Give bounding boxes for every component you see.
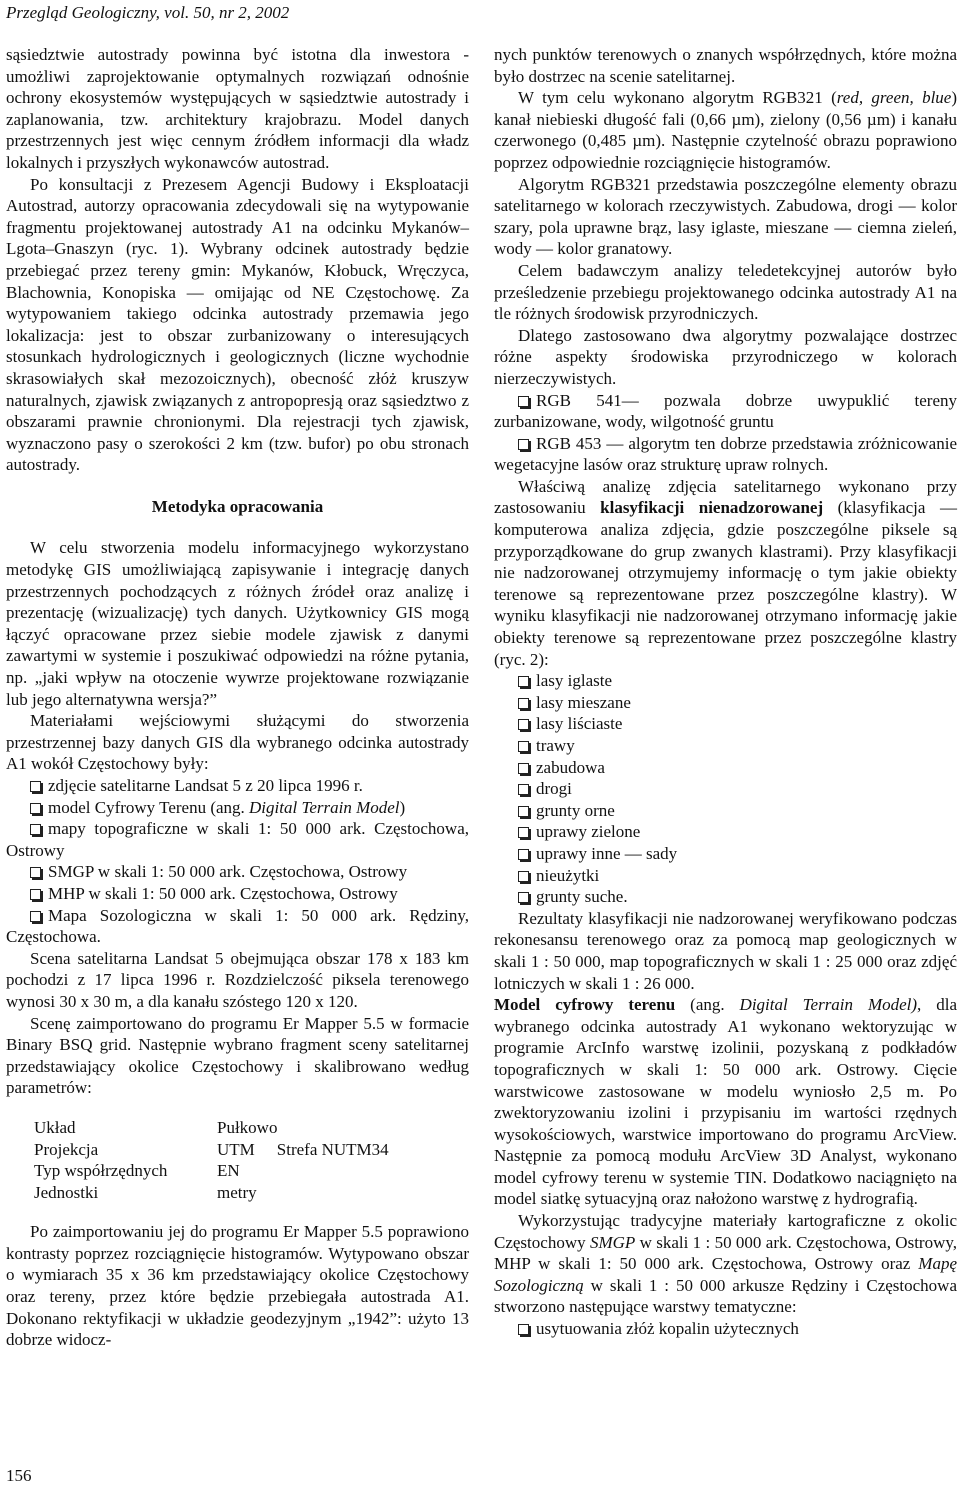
paragraph: Właściwą analizę zdjęcia satelitarnego wykonano przy zastosowaniu klasyfikacji nienadzorowanej (klasyfikacja — komputerowa analiza zdjęcia, gdzie poszczególne piksele są przyporządkowane do grup zwanych klastrami). Przy klasyfikacji nie nadzorowanej otrzymujemy informację o tym jakie obiekty terenowe są reprezentowane przez poszczególne klastry). W wyniku klasyfikacji nie nadzorowanej otrzymano informację jakie obiekty terenowe są reprezentowane przez poszczególne klastry (ryc. 2): — [494, 476, 957, 669]
paragraph: nych punktów terenowych o znanych współrzędnych, które można było dostrzec na scenie satelitarnej. — [494, 45, 957, 86]
paragraph: Wykorzystując tradycyjne materiały kartograficzne z okolic Częstochowy SMGP w skali 1 : 50 000 ark. Częstochowa, Ostrowy, MHP w skali 1: 50 000 ark. Częstochowa, Ostrowy oraz Mapę Sozologiczną w skali 1 : 50 000 arkusze Rędziny i Częstochowa stworzono następujące warstwy tematyczne: — [494, 1211, 957, 1317]
checkbox-bullet-icon — [518, 784, 529, 795]
checkbox-bullet-icon — [518, 676, 529, 687]
checkbox-bullet-icon — [30, 824, 41, 835]
checkbox-bullet-icon — [30, 911, 41, 922]
paragraph: Po zaimportowaniu jej do programu Er Mapper 5.5 poprawiono kontrasty poprzez rozciągnięcie histogramów. Wytypowano obszar o wymiarach 35 x 36 km przedstawiający okolice Częstochowy oraz tereny, przez które będzie przebiegała autostrada A1. Dokonano rektyfikacji w układzie geodezyjnym „1942”: użyto 13 dobrze widocz- — [6, 1222, 469, 1350]
class-list-item: grunty suche. — [494, 886, 957, 908]
table-row: Projekcja UTM Strefa NUTM34 — [34, 1139, 389, 1159]
checkbox-bullet-icon — [518, 806, 529, 817]
paragraph: Dlatego zastosowano dwa algorytmy pozwalające dostrzec różne aspekty środowiska przyrodniczego w kolorach nierzeczywistych. — [494, 325, 957, 388]
list-item: usytuowania złóż kopalin użytecznych — [494, 1318, 957, 1340]
paragraph: Celem badawczym analizy teledetekcyjnej autorów było prześledzenie przebiegu projektowanego odcinka autostrady A1 na tle różnych środowisk przyrodniczych. — [494, 260, 957, 324]
checkbox-bullet-icon — [518, 827, 529, 838]
class-list-item: lasy liściaste — [494, 713, 957, 735]
left-column — [6, 44, 469, 1351]
list-item: mapy topograficzne w skali 1: 50 000 ark. Częstochowa, Ostrowy — [6, 819, 469, 860]
paragraph: Model cyfrowy terenu (ang. Digital Terrain Model), dla wybranego odcinka autostrady A1 wykonano wektoryzując w programie ArcInfo warstwę izolinii, pozyskaną z podkładów topograficznych w skali 1: 50 000 ark. Ostrowy. Cięcie warstwicowe zastosowane w modelu wyniosło 2,5 m. Po zwektoryzowaniu izolini i przypisaniu im wartości rzędnych wysokościowych, warstwice importowano do programu ArcView. Następnie za pomocą modułu ArcView 3D Analyst, wykonano model cyfrowy terenu w systemie TIN. Dodatkowo naciągnięto na model siatkę sytuacyjną oraz nałożono warstwę z hydrografią. — [494, 995, 957, 1209]
right-column — [494, 44, 957, 1340]
checkbox-bullet-icon — [30, 781, 41, 792]
paragraph: sąsiedztwie autostrady powinna być istotna dla inwestora - umożliwi zaprojektowanie optymalnych rozwiązań odnośnie ochrony ekosystemów występujących w sąsiedztwie autostrady i zaplanowania, tzw. architektury krajobrazu. Model danych przestrzennych jest więc cennym źródłem informacji dla władz lokalnych i przyszłych wykonawców autostrad. — [6, 45, 469, 172]
table-row: Jednostki metry — [34, 1182, 257, 1202]
checkbox-bullet-icon — [518, 396, 529, 407]
calibration-parameters-table — [34, 1117, 389, 1203]
class-list-item: lasy iglaste — [494, 670, 957, 692]
list-item: zdjęcie satelitarne Landsat 5 z 20 lipca 1996 r. — [6, 775, 469, 797]
table-row: Układ Pułkowo — [34, 1117, 278, 1137]
class-list-item: uprawy zielone — [494, 821, 957, 843]
paragraph: Rezultaty klasyfikacji nie nadzorowanej weryfikowano podczas rekonesansu terenowego oraz za pomocą map geologicznych w skali 1 : 50 000, map topograficznych w skali 1 : 25 000 oraz zdjęć lotniczych w skali 1 : 26 000. — [494, 908, 957, 993]
class-list-item: uprawy inne — sady — [494, 843, 957, 865]
list-item: SMGP w skali 1: 50 000 ark. Częstochowa, Ostrowy — [6, 861, 469, 883]
class-list-item: lasy mieszane — [494, 692, 957, 714]
class-list-item: zabudowa — [494, 757, 957, 779]
list-item: RGB 453 — algorytm ten dobrze przedstawia zróżnicowanie wegetacyjne lasów oraz strukturę upraw rolnych. — [494, 433, 957, 475]
class-list-item: grunty orne — [494, 800, 957, 822]
paragraph: Algorytm RGB321 przedstawia poszczególne elementy obrazu satelitarnego w kolorach rzeczywistych. Zabudowa, drogi — kolor szary, pola uprawne brąz, lasy iglaste, mieszane — ciemna zieleń, wody — kolor granatowy. — [494, 174, 957, 259]
checkbox-bullet-icon — [518, 741, 529, 752]
checkbox-bullet-icon — [518, 871, 529, 882]
journal-header: Przegląd Geologiczny, vol. 50, nr 2, 2002 — [6, 3, 290, 22]
list-item: Mapa Sozologiczna w skali 1: 50 000 ark. Rędziny, Częstochowa. — [6, 905, 469, 947]
class-list-item: nieużytki — [494, 865, 957, 887]
paragraph: Scena satelitarna Landsat 5 obejmująca obszar 178 x 183 km pochodzi z 17 lipca 1996 r. Rozdzielczość piksela terenowego wynosi 30 x 30 m, a dla kanału szóstego 120 x 120. — [6, 948, 469, 1011]
list-item: model Cyfrowy Terenu (ang. Digital Terrain Model) — [6, 797, 469, 819]
checkbox-bullet-icon — [518, 1324, 529, 1335]
checkbox-bullet-icon — [518, 849, 529, 860]
checkbox-bullet-icon — [518, 719, 529, 730]
checkbox-bullet-icon — [518, 698, 529, 709]
paragraph: W tym celu wykonano algorytm RGB321 (red, green, blue) kanał niebieski długość fali (0,66 µm), zielony (0,56 µm) i kanału czerwonego (0,485 µm). Następnie czytelność obrazu poprawiono poprzez odpowiednie rozciągnięcie histogramów. — [494, 88, 958, 172]
checkbox-bullet-icon — [30, 867, 41, 878]
list-item: MHP w skali 1: 50 000 ark. Częstochowa, Ostrowy — [6, 883, 469, 905]
checkbox-bullet-icon — [518, 763, 529, 774]
class-list-item: trawy — [494, 735, 957, 757]
class-list — [494, 670, 957, 908]
paragraph: Scenę zaimportowano do programu Er Mapper 5.5 w formacie Binary BSQ grid. Następnie wybrano fragment sceny satelitarnej przedstawiający okolice Częstochowy i skalibrowano według parametrów: — [6, 1013, 469, 1098]
checkbox-bullet-icon — [518, 892, 529, 903]
section-heading: Metodyka opracowania — [151, 496, 324, 516]
paragraph: Po konsultacji z Prezesem Agencji Budowy i Eksploatacji Autostrad, autorzy opracowania zdecydowali się na wytypowanie fragmentu projektowanej autostrady A1 na odcinku Mykanów–Lgota–Gnaszyn (ryc. 1). Wybrany odcinek autostrady będzie przebiegać przez tereny gmin: Mykanów, Kłobuck, Wręczyca, Blachownia, Konopiska — omijając od NE Częstochowę. Za wytypowaniem takiego odcinka autostrady przemawia jego lokalizacja: jest to obszar zurbanizowany o interesujących stosunkach hydrologicznych i geologicznych (liczne wychodnie skrasowiałych skał mezozoicznych), obecność złóż kruszyw naturalnych, zjawisk związanych z antropopresją oraz sąsiedztwo z obszarami prawnie chronionymi. Dla rejestracji tych zjawisk, wyznaczono pasy o szerokości 2 km (tzw. bufor) po obu stronach autostrady. — [6, 174, 469, 475]
paragraph: W celu stworzenia modelu informacyjnego wykorzystano metodykę GIS umożliwiającą zapisywanie i integrację danych przestrzennych pochodzących z różnych źródeł oraz analizę i prezentację (wizualizację) tych danych. Użytkownicy GIS mogą łączyć opracowane przez siebie modele zjawisk z danymi zawartymi w systemie i poszukiwać odpowiedzi na różne pytania, np. „jaki wpływ na otoczenie wywrze projektowane rozwiązanie lub jego alternatywna wersja?” — [6, 538, 469, 709]
paragraph: Materiałami wejściowymi służącymi do stworzenia przestrzennej bazy danych GIS dla wybranego odcinka autostrady A1 wokół Częstochowy były: — [6, 711, 469, 774]
checkbox-bullet-icon — [30, 803, 41, 814]
table-row: Typ współrzędnych EN — [34, 1161, 240, 1181]
checkbox-bullet-icon — [30, 889, 41, 900]
checkbox-bullet-icon — [518, 439, 529, 450]
list-item: RGB 541— pozwala dobrze uwypuklić tereny zurbanizowane, wody, wilgotność gruntu — [494, 390, 957, 432]
page-number: 156 — [6, 1466, 32, 1485]
class-list-item: drogi — [494, 778, 957, 800]
